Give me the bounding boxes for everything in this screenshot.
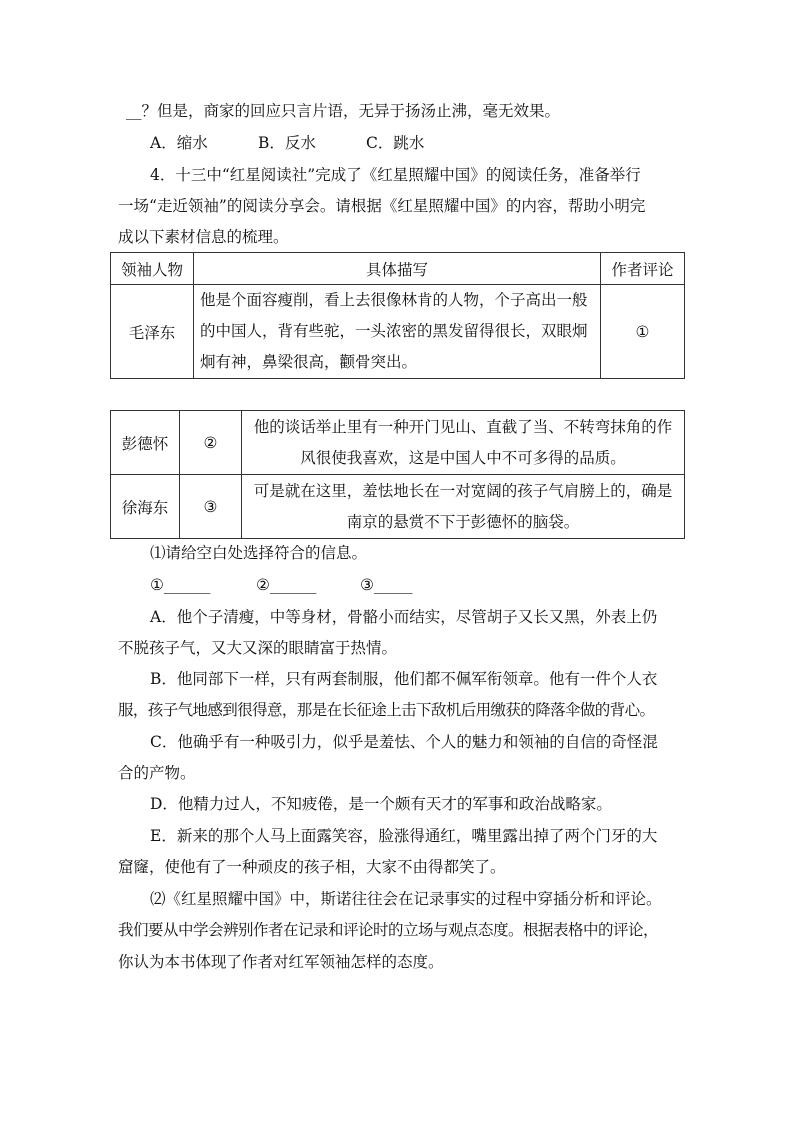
answer-blank-3: ③_____ [360, 576, 413, 594]
answer-blank-1: ①______ [150, 576, 211, 594]
comment-blank-1: ① [601, 285, 685, 379]
choice-a-line-1: A．他个子清瘦，中等身材，骨骼小而结实，尽管胡子又长又黑，外表上仍 [150, 608, 658, 626]
choice-e-line-1: E．新来的那个人马上面露笑容，脸涨得通红，嘴里露出掉了两个门牙的大 [150, 827, 658, 845]
sub-question-2-line-1: ⑵《红星照耀中国》中，斯诺往往会在记录事实的过程中穿插分析和评论。 [150, 890, 662, 908]
question-3-tail: __？但是，商家的回应只言片语，无异于扬汤止沸，毫无效果。 [126, 102, 561, 120]
blank-2: ② [180, 411, 242, 475]
option-c: C．跳水 [366, 134, 425, 152]
leader-name-xu: 徐海东 [111, 475, 180, 539]
sub-question-2-line-2: 我们要从中学会辨别作者在记录和评论时的立场与观点态度。根据表格中的评论， [118, 921, 659, 939]
choice-a-line-2: 不脱孩子气，又大又深的眼睛富于热情。 [118, 639, 398, 657]
description-peng: 他的谈话举止里有一种开门见山、直截了当、不转弯抹角的作 风很使我喜欢，这是中国人中不可多得的品质。 [242, 411, 685, 475]
description-xu: 可是就在这里，羞怯地长在一对宽阔的孩子气肩膀上的，确是 南京的悬赏不下于彭德怀的脑袋。 [242, 475, 685, 539]
leader-name-mao: 毛泽东 [111, 285, 194, 379]
description-mao: 他是个面容瘦削，看上去很像林肯的人物，个子高出一般 的中国人，背有些驼，一头浓密的黑发留得很长，双眼炯 炯有神，鼻梁很高，颧骨突出。 [194, 285, 601, 379]
choice-b-line-1: B．他同部下一样，只有两套制服，他们都不佩军衔领章。他有一件个人衣 [150, 670, 658, 688]
header-description: 具体描写 [194, 253, 601, 285]
choice-c-line-1: C．他确乎有一种吸引力，似乎是羞怯、个人的魅力和领袖的自信的奇怪混 [150, 733, 658, 751]
leader-table-2 [110, 410, 685, 539]
leader-table-1 [110, 252, 685, 379]
sub-question-2-line-3: 你认为本书体现了作者对红军领袖怎样的态度。 [118, 953, 444, 971]
option-b: B．反水 [258, 134, 316, 152]
header-comment: 作者评论 [601, 253, 685, 285]
choice-b-line-2: 服，孩子气地感到很得意，那是在长征途上击下敌机后用缴获的降落伞做的背心。 [118, 701, 655, 719]
choice-d-line-1: D．他精力过人，不知疲倦，是一个颇有天才的军事和政治战略家。 [150, 795, 612, 813]
option-a: A．缩水 [150, 134, 208, 152]
answer-blank-2: ②______ [256, 576, 317, 594]
blank-3: ③ [180, 475, 242, 539]
choice-c-line-2: 合的产物。 [118, 764, 196, 782]
question-4-line-1: 4．十三中“红星阅读社”完成了《红星照耀中国》的阅读任务，准备举行 [150, 166, 641, 184]
sub-question-1: ⑴请给空白处选择符合的信息。 [150, 544, 368, 562]
question-4-line-2: 一场“走近领袖”的阅读分享会。请根据《红星照耀中国》的内容，帮助小明完 [118, 197, 646, 215]
leader-name-peng: 彭德怀 [111, 411, 180, 475]
choice-e-line-2: 窟窿，使他有了一种顽皮的孩子相，大家不由得都笑了。 [118, 858, 506, 876]
header-leader: 领袖人物 [111, 253, 194, 285]
question-4-line-3: 成以下素材信息的梳理。 [118, 228, 289, 246]
